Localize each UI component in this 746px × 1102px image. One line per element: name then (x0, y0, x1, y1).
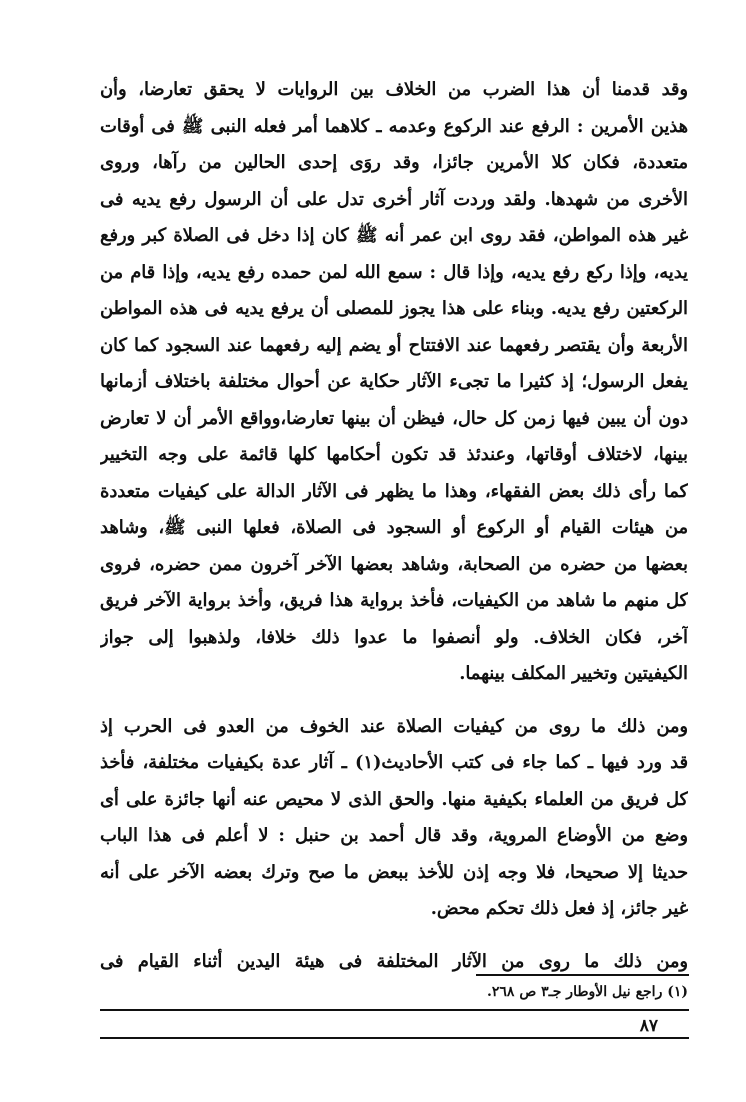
text-line: الأربعة وأن يقتصر رفعهما عند الافتتاح أو يضم إليه رفعهما عند السجود كما كان (100, 334, 688, 356)
text-line: آخر، فكان الخلاف. ولو أنصفوا ما عدوا ذلك خلافا، ولذهبوا إلى جواز (100, 626, 688, 648)
body-text (100, 72, 688, 980)
text-line: كما رأى ذلك بعض الفقهاء، وهذا ما يظهر فى الآثار الدالة على كيفيات متعددة (100, 480, 688, 502)
text-line: الأخرى من شهدها. ولقد وردت آثار أخرى تدل على أن الرسول رفع يديه فى (100, 188, 688, 210)
text-line: يديه، وإذا ركع رفع يديه، وإذا قال : سمع الله لمن حمده رفع يديه، وإذا قام من (100, 261, 688, 283)
text-line: حديثا إلا صحيحا، فلا وجه إذن للأخذ ببعض ما صح وترك بعضه الآخر على أنه (100, 861, 688, 883)
footnote-rule (476, 974, 689, 976)
footnote: (١) راجع نيل الأوطار جـ٣ ص ٢٦٨. (487, 984, 688, 1000)
bottom-rule-bottom (100, 1037, 689, 1039)
text-line: غير هذه المواطن، فقد روى ابن عمر أنه ﷺ كان إذا دخل فى الصلاة كبر ورفع (100, 225, 688, 246)
bottom-rule-top (100, 1009, 689, 1011)
text-line: ومن ذلك ما روى من الآثار المختلفة فى هيئة اليدين أثناء القيام فى (100, 950, 688, 972)
text-line: كل منهم ما شاهد من الكيفيات، فأخذ برواية هذا فريق، وأخذ برواية الآخر فريق (100, 590, 688, 611)
text-line: الركعتين رفع يديه. وبناء على هذا يجوز للمصلى أن يرفع يديه فى هذه المواطن (100, 298, 688, 319)
text-line: من هيئات القيام أو الركوع أو السجود فى الصلاة، فعلها النبى ﷺ، وشاهد (100, 517, 688, 538)
text-line: يفعل الرسول؛ إذ كثيرا ما تجىء الآثار حكاية عن أحوال مختلفة باختلاف أزمانها (100, 371, 688, 392)
text-line: هذين الأمرين : الرفع عند الركوع وعدمه ـ كلاهما أمر فعله النبى ﷺ فى أوقات (100, 115, 688, 137)
text-line: دون أن يبين فيها زمن كل حال، فيظن أن بينها تعارضا،وواقع الأمر أن لا تعارض (100, 407, 688, 429)
text-line: متعددة، فكان كلا الأمرين جائزا، وقد روَى إحدى الحالين من رآها، وروى (100, 152, 688, 173)
text-line: وقد قدمنا أن هذا الضرب من الخلاف بين الروايات لا يحقق تعارضا، وأن (100, 79, 688, 100)
text-line: بينها، لاختلاف أوقاتها، وعندئذ قد تكون أحكامها كلها قائمة على وجه التخيير (100, 444, 688, 465)
page-number: ٨٧ (639, 1016, 658, 1036)
text-line: كل فريق من العلماء بكيفية منها. والحق الذى لا محيص عنه أنها جائزة على أى (100, 788, 688, 810)
text-line: غير جائز، إذ فعل ذلك تحكم محض. (430, 898, 688, 919)
text-line: الكيفيتين وتخيير المكلف بينهما. (459, 663, 688, 684)
text-line: بعضها من حضره من الصحابة، وشاهد بعضها الآخر آخرون ممن حضره، فروى (100, 553, 688, 575)
text-line: ومن ذلك ما روى من كيفيات الصلاة عند الخوف من العدو فى الحرب إذ (100, 715, 688, 737)
text-line: قد ورد فيها ـ كما جاء فى كتب الأحاديث(١) ـ آثار عدة بكيفيات مختلفة، فأخذ (100, 752, 688, 773)
text-line: وضع من الأوضاع المروية، وقد قال أحمد بن حنبل : لا أعلم فى هذا الباب (100, 825, 688, 846)
